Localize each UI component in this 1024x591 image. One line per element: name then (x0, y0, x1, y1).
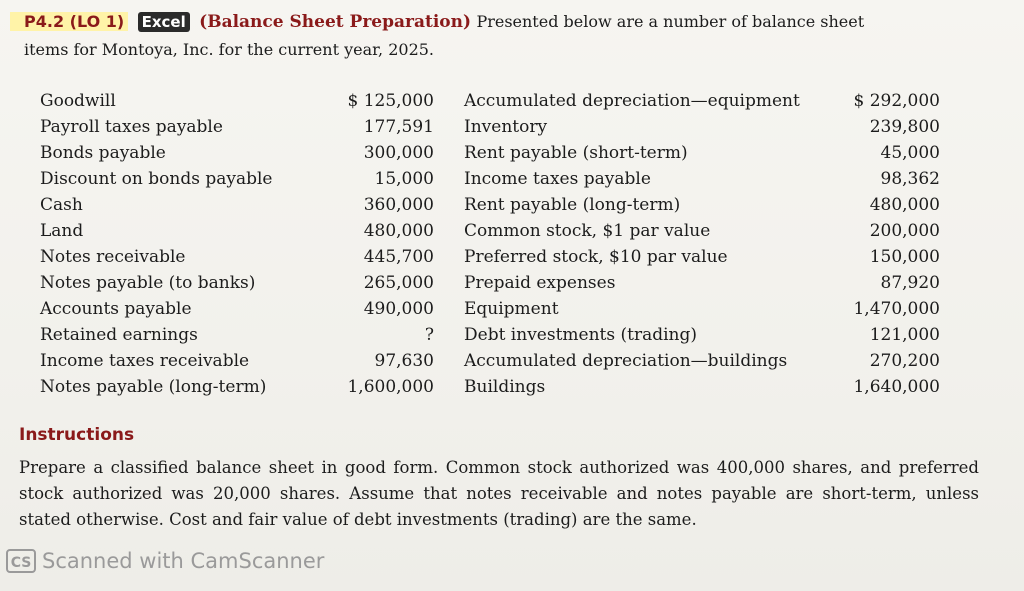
list-item (40, 244, 185, 270)
problem-id: P4.2 (LO 1) (10, 12, 128, 31)
item-label: Inventory (464, 117, 548, 137)
item-label: Rent payable (short-term) (464, 143, 688, 163)
item-label: Preferred stock, $10 par value (464, 247, 728, 267)
item-amount: 490,000 (363, 299, 434, 319)
list-item (40, 348, 249, 374)
item-label: Payroll taxes payable (40, 117, 223, 137)
excel-badge: Excel (138, 12, 190, 32)
item-label: Accumulated depreciation—buildings (464, 351, 788, 371)
item-label: Retained earnings (40, 325, 198, 345)
list-item (464, 88, 800, 114)
item-label: Notes receivable (40, 247, 186, 267)
item-label: Notes payable (long-term) (40, 377, 267, 397)
watermark-text: Scanned with CamScanner (42, 549, 325, 573)
item-amount: 300,000 (363, 143, 434, 163)
item-label: Accumulated depreciation—equipment (464, 91, 800, 111)
item-amount: 98,362 (880, 169, 940, 189)
item-amount: 1,470,000 (853, 299, 940, 319)
item-amount: 270,200 (869, 351, 940, 371)
list-item (40, 192, 83, 218)
item-amount: 360,000 (363, 195, 434, 215)
item-amount: $ 292,000 (853, 91, 940, 111)
instructions-section (19, 425, 979, 533)
list-item (464, 322, 697, 348)
item-label: Equipment (464, 299, 559, 319)
item-label: Bonds payable (40, 143, 166, 163)
list-item (464, 348, 787, 374)
item-label: Cash (40, 195, 83, 215)
list-item (40, 322, 198, 348)
item-amount: 1,640,000 (853, 377, 940, 397)
item-amount: 239,800 (869, 117, 940, 137)
item-label: Land (40, 221, 84, 241)
camscanner-logo-icon: CS (6, 549, 36, 573)
list-item (464, 218, 710, 244)
item-label: Rent payable (long-term) (464, 195, 681, 215)
instructions-body: Prepare a classified balance sheet in good form. Common stock authorized was 400,000 shares, and preferred stock authorized was 20,000 shares. Assume that notes receivable and notes payable are short-term, unless stated otherwise. Cost and fair value of debt investments (trading) are the same. (19, 458, 979, 529)
item-label: Buildings (464, 377, 546, 397)
item-amount: ? (424, 325, 434, 345)
problem-intro-line1: Presented below are a number of balance sheet (476, 12, 865, 31)
item-label: Common stock, $1 par value (464, 221, 711, 241)
problem-header (10, 8, 1010, 63)
list-item (464, 296, 559, 322)
list-item (40, 296, 192, 322)
item-label: Accounts payable (40, 299, 192, 319)
instructions-heading: Instructions (19, 425, 135, 445)
item-amount: $ 125,000 (347, 91, 434, 111)
item-label: Income taxes payable (464, 169, 651, 189)
item-amount: 15,000 (374, 169, 434, 189)
list-item (464, 140, 688, 166)
list-item (464, 192, 680, 218)
list-item (464, 244, 728, 270)
list-item (40, 140, 166, 166)
list-item (40, 270, 255, 296)
list-item (464, 114, 547, 140)
list-item (40, 114, 223, 140)
list-item (40, 218, 83, 244)
item-label: Income taxes receivable (40, 351, 250, 371)
item-amount: 177,591 (363, 117, 434, 137)
item-amount: 121,000 (869, 325, 940, 345)
list-item (40, 374, 266, 400)
item-label: Debt investments (trading) (464, 325, 698, 345)
item-amount: 480,000 (869, 195, 940, 215)
item-amount: 480,000 (363, 221, 434, 241)
item-amount: 87,920 (880, 273, 940, 293)
item-label: Goodwill (40, 91, 116, 111)
camscanner-watermark (6, 549, 324, 573)
item-label: Notes payable (to banks) (40, 273, 256, 293)
item-amount: 45,000 (880, 143, 940, 163)
item-amount: 445,700 (363, 247, 434, 267)
item-amount: 97,630 (374, 351, 434, 371)
item-amount: 150,000 (869, 247, 940, 267)
item-label: Discount on bonds payable (40, 169, 273, 189)
list-item (40, 166, 272, 192)
problem-title: (Balance Sheet Preparation) (199, 12, 472, 32)
item-label: Prepaid expenses (464, 273, 616, 293)
problem-intro-line2: items for Montoya, Inc. for the current year, 2025. (24, 40, 435, 59)
item-amount: 200,000 (869, 221, 940, 241)
list-item (40, 88, 116, 114)
list-item (464, 374, 545, 400)
list-item (464, 270, 615, 296)
list-item (464, 166, 651, 192)
item-amount: 1,600,000 (347, 377, 434, 397)
item-amount: 265,000 (363, 273, 434, 293)
